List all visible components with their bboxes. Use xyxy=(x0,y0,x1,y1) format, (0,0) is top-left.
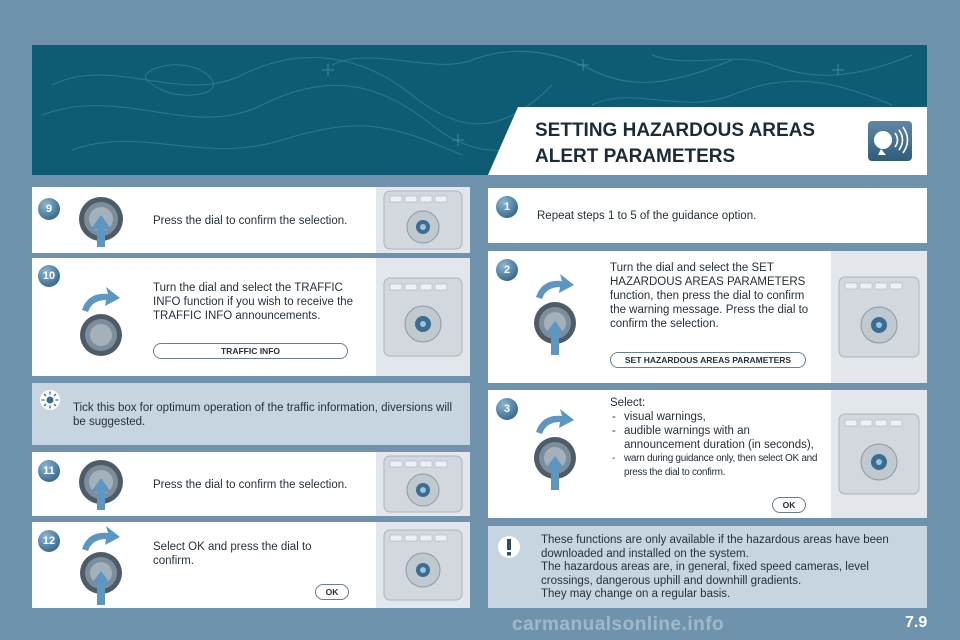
step-number-badge: 12 xyxy=(38,530,60,552)
dial-press-icon xyxy=(76,195,126,250)
dial-turn-press-icon xyxy=(76,525,126,607)
exclamation-icon xyxy=(497,535,521,559)
dial-turn-press-icon xyxy=(530,408,580,492)
step-12-text: Select OK and press the dial to confirm. xyxy=(153,541,312,567)
step-number-badge: 11 xyxy=(38,460,60,482)
ok-button[interactable]: OK xyxy=(315,584,349,600)
sun-tip-icon xyxy=(39,389,61,411)
warning-line: The hazardous areas are, in general, fixed speed cameras, level crossings, dangerous uphill and downhill gradients. xyxy=(541,561,869,587)
step-9-text: Press the dial to confirm the selection. xyxy=(153,215,348,227)
page-title-line-1: SETTING HAZARDOUS AREAS xyxy=(535,120,816,141)
page-number: 7.9 xyxy=(905,614,928,631)
step-number-badge: 1 xyxy=(496,196,518,218)
ok-button[interactable]: OK xyxy=(772,497,806,513)
page-title-line-2: ALERT PARAMETERS xyxy=(535,146,736,167)
tip-text: Tick this box for optimum operation of the traffic information, diversions will be suggested. xyxy=(73,402,453,428)
traffic-info-button[interactable]: TRAFFIC INFO xyxy=(153,343,348,359)
warning-line: These functions are only available if the hazardous areas have been downloaded and installed on the system. xyxy=(541,534,889,560)
list-item: - audible warnings with an announcement duration (in seconds), xyxy=(610,424,828,452)
control-panel-illustration xyxy=(831,251,927,383)
set-hazardous-areas-parameters-button[interactable]: SET HAZARDOUS AREAS PARAMETERS xyxy=(610,352,806,368)
control-panel-illustration xyxy=(376,258,470,376)
step-10-text: Turn the dial and select the TRAFFIC INFO function if you wish to receive the TRAFFIC INFO announcements. xyxy=(153,282,354,322)
step-1-text: Repeat steps 1 to 5 of the guidance option. xyxy=(537,210,757,222)
control-panel-illustration xyxy=(376,522,470,608)
dial-turn-press-icon xyxy=(530,273,580,357)
step-number-badge: 2 xyxy=(496,259,518,281)
warning-line: They may change on a regular basis. xyxy=(541,588,731,600)
step-number-badge: 9 xyxy=(38,198,60,220)
page-title xyxy=(535,118,855,170)
step-3-intro: Select: xyxy=(610,397,646,409)
step-3-options-list xyxy=(610,396,828,480)
list-item: - visual warnings, xyxy=(610,410,828,424)
voice-command-icon xyxy=(868,121,912,161)
list-item: - warn during guidance only, then select OK and press the dial to confirm. xyxy=(610,452,828,480)
watermark: carmanualsonline.info xyxy=(512,614,725,635)
dial-press-icon xyxy=(76,458,126,513)
step-number-badge: 3 xyxy=(496,398,518,420)
control-panel-illustration xyxy=(831,390,927,518)
dial-turn-icon xyxy=(76,282,126,357)
control-panel-illustration xyxy=(376,187,470,253)
step-11-text: Press the dial to confirm the selection. xyxy=(153,479,348,491)
warning-text xyxy=(541,534,916,602)
control-panel-illustration xyxy=(376,452,470,516)
step-number-badge: 10 xyxy=(38,265,60,287)
step-2-text: Turn the dial and select the SET HAZARDOUS AREAS PARAMETERS function, then press the dial to confirm the warning message. Press the dial to confirm the selection. xyxy=(610,262,809,330)
